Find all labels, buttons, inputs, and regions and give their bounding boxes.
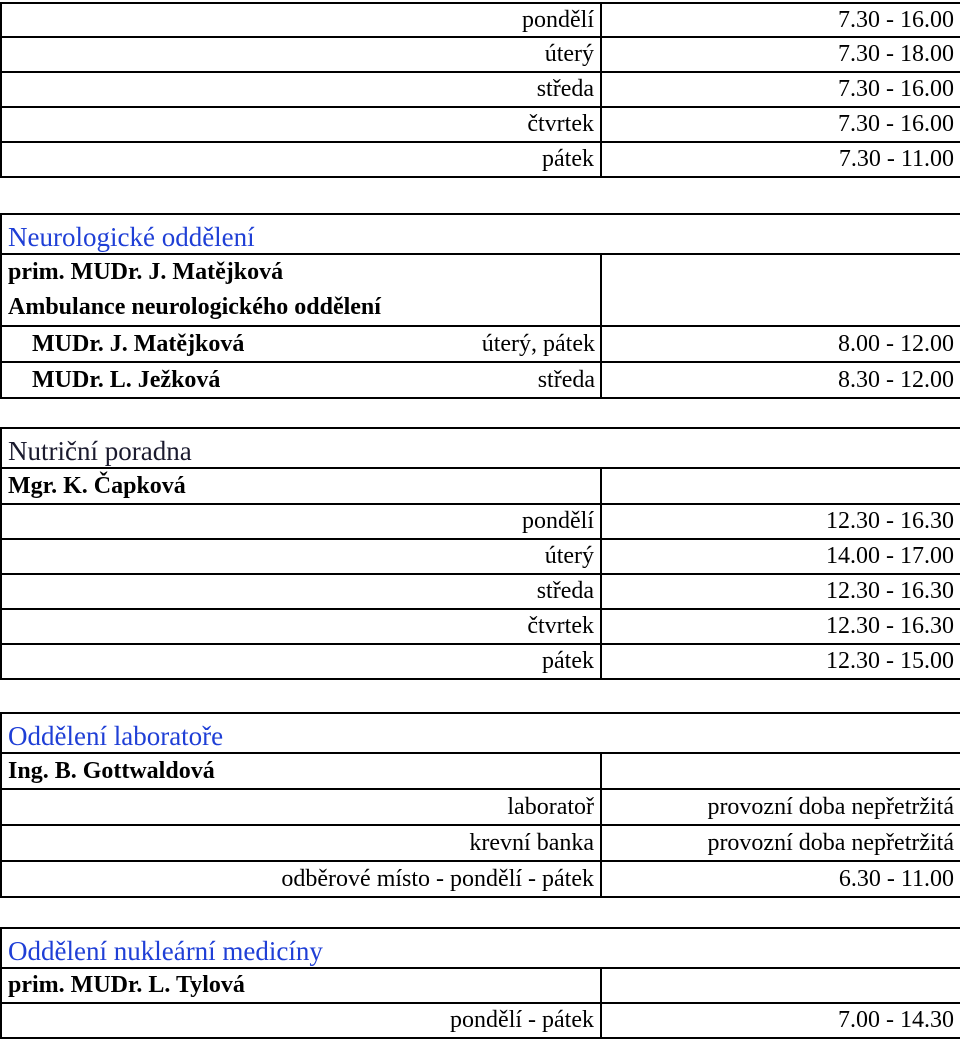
day-cell: čtvrtek [1, 609, 601, 644]
day-cell: středa [537, 366, 596, 393]
day-cell: úterý, pátek [481, 330, 596, 357]
service-label: odběrové místo - pondělí - pátek [1, 861, 601, 897]
time-cell: 12.30 - 16.30 [601, 609, 960, 644]
time-cell: 6.30 - 11.00 [601, 861, 960, 897]
time-cell: 8.30 - 12.00 [601, 362, 960, 398]
time-cell: 7.30 - 11.00 [601, 142, 960, 177]
doctor-name: MUDr. J. Matějková [32, 330, 245, 357]
time-cell: 12.30 - 15.00 [601, 644, 960, 679]
time-cell: 8.00 - 12.00 [601, 326, 960, 362]
neuro-section [0, 213, 960, 399]
nutri-section [0, 427, 960, 680]
day-cell: pátek [1, 644, 601, 679]
time-cell: 14.00 - 17.00 [601, 539, 960, 574]
time-cell: 7.30 - 16.00 [601, 3, 960, 37]
time-cell: 7.30 - 18.00 [601, 37, 960, 72]
time-cell: 12.30 - 16.30 [601, 574, 960, 609]
doctor-row [1, 326, 601, 362]
head-doctor: prim. MUDr. L. Tylová [1, 968, 601, 1003]
day-cell: pondělí [1, 504, 601, 539]
doctor-name: MUDr. L. Ježková [32, 366, 221, 393]
clinic-name: Ambulance neurologického oddělení [1, 290, 601, 326]
time-cell: 7.30 - 16.00 [601, 72, 960, 107]
service-label: laboratoř [1, 789, 601, 825]
time-cell: 7.30 - 16.00 [601, 107, 960, 142]
time-cell: provozní doba nepřetržitá [601, 789, 960, 825]
section-title: Neurologické oddělení [1, 214, 960, 254]
doctor-row [1, 362, 601, 398]
hours-table-top [0, 2, 960, 178]
time-cell: provozní doba nepřetržitá [601, 825, 960, 861]
day-cell: úterý [1, 539, 601, 574]
nucl-section [0, 927, 960, 1039]
time-cell: 7.00 - 14.30 [601, 1003, 960, 1038]
service-label: krevní banka [1, 825, 601, 861]
day-cell: středa [1, 574, 601, 609]
person-name: Mgr. K. Čapková [1, 468, 601, 504]
day-cell: úterý [1, 37, 601, 72]
day-cell: pátek [1, 142, 601, 177]
day-cell: čtvrtek [1, 107, 601, 142]
person-name: Ing. B. Gottwaldová [1, 753, 601, 789]
head-doctor: prim. MUDr. J. Matějková [1, 254, 601, 290]
section-title: Oddělení nukleární medicíny [1, 928, 960, 968]
section-title: Nutriční poradna [1, 428, 960, 468]
day-cell: středa [1, 72, 601, 107]
day-cell: pondělí [1, 3, 601, 37]
day-cell: pondělí - pátek [1, 1003, 601, 1038]
time-cell: 12.30 - 16.30 [601, 504, 960, 539]
lab-section [0, 712, 960, 898]
section-title: Oddělení laboratoře [1, 713, 960, 753]
